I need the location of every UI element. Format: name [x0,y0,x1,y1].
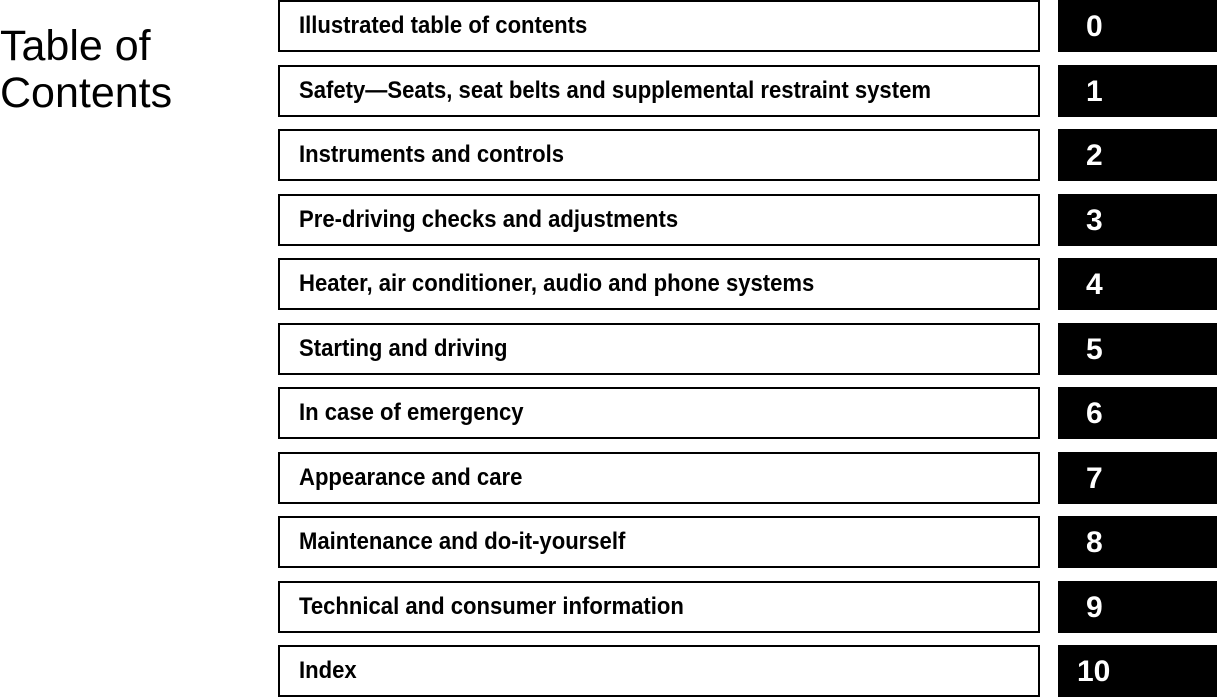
toc-row-7 [278,452,1217,504]
section-number: 9 [1086,590,1103,624]
page-title-line-2: Contents [0,68,173,117]
section-tab-2[interactable] [1058,129,1217,181]
toc-row-3 [278,194,1217,246]
section-number: 2 [1086,139,1103,172]
section-tab-1[interactable] [1058,65,1217,117]
section-number: 7 [1086,461,1103,495]
toc-link-1[interactable] [278,65,1040,117]
section-tab-0[interactable] [1058,0,1217,52]
section-tab-10[interactable] [1058,645,1217,697]
toc-link-5[interactable] [278,323,1040,375]
toc-label: Maintenance and do-it-yourself [299,528,626,555]
page-title-line-1: Table of [0,21,151,70]
toc-label: Safety—Seats, seat belts and supplemental restraint system [299,76,931,104]
toc-row-4 [278,258,1217,310]
toc-label: Heater, air conditioner, audio and phone systems [299,270,815,297]
toc-link-3[interactable] [278,194,1040,246]
toc-link-9[interactable] [278,581,1040,633]
toc-label: Index [299,657,357,684]
toc-row-8 [278,516,1217,568]
section-tab-3[interactable] [1058,194,1217,246]
toc-label: In case of emergency [299,399,524,426]
section-number: 0 [1086,10,1103,43]
toc-label: Illustrated table of contents [299,12,588,39]
toc-link-7[interactable] [278,452,1040,504]
section-number: 1 [1086,74,1103,108]
toc-row-0 [278,0,1217,52]
toc-link-2[interactable] [278,129,1040,181]
section-number: 6 [1086,397,1103,430]
toc-row-10 [278,645,1217,697]
toc-link-10[interactable] [278,645,1040,697]
toc-row-9 [278,581,1217,633]
toc-row-6 [278,387,1217,439]
toc-label: Instruments and controls [299,141,565,168]
section-tab-4[interactable] [1058,258,1217,310]
section-tab-7[interactable] [1058,452,1217,504]
toc-label: Appearance and care [299,463,523,491]
toc-row-2 [278,129,1217,181]
toc-link-6[interactable] [278,387,1040,439]
section-number: 4 [1086,268,1103,301]
toc-link-0[interactable] [278,0,1040,52]
section-tab-9[interactable] [1058,581,1217,633]
toc-row-5 [278,323,1217,375]
section-number: 3 [1086,203,1103,237]
toc-label: Technical and consumer information [299,592,684,620]
toc-label: Pre-driving checks and adjustments [299,205,679,233]
section-number: 8 [1086,526,1103,559]
toc-row-1 [278,65,1217,117]
section-tab-8[interactable] [1058,516,1217,568]
section-number: 5 [1086,332,1103,366]
section-number: 10 [1077,655,1111,688]
section-tab-5[interactable] [1058,323,1217,375]
toc-link-4[interactable] [278,258,1040,310]
toc-label: Starting and driving [299,334,508,362]
toc-link-8[interactable] [278,516,1040,568]
section-tab-6[interactable] [1058,387,1217,439]
